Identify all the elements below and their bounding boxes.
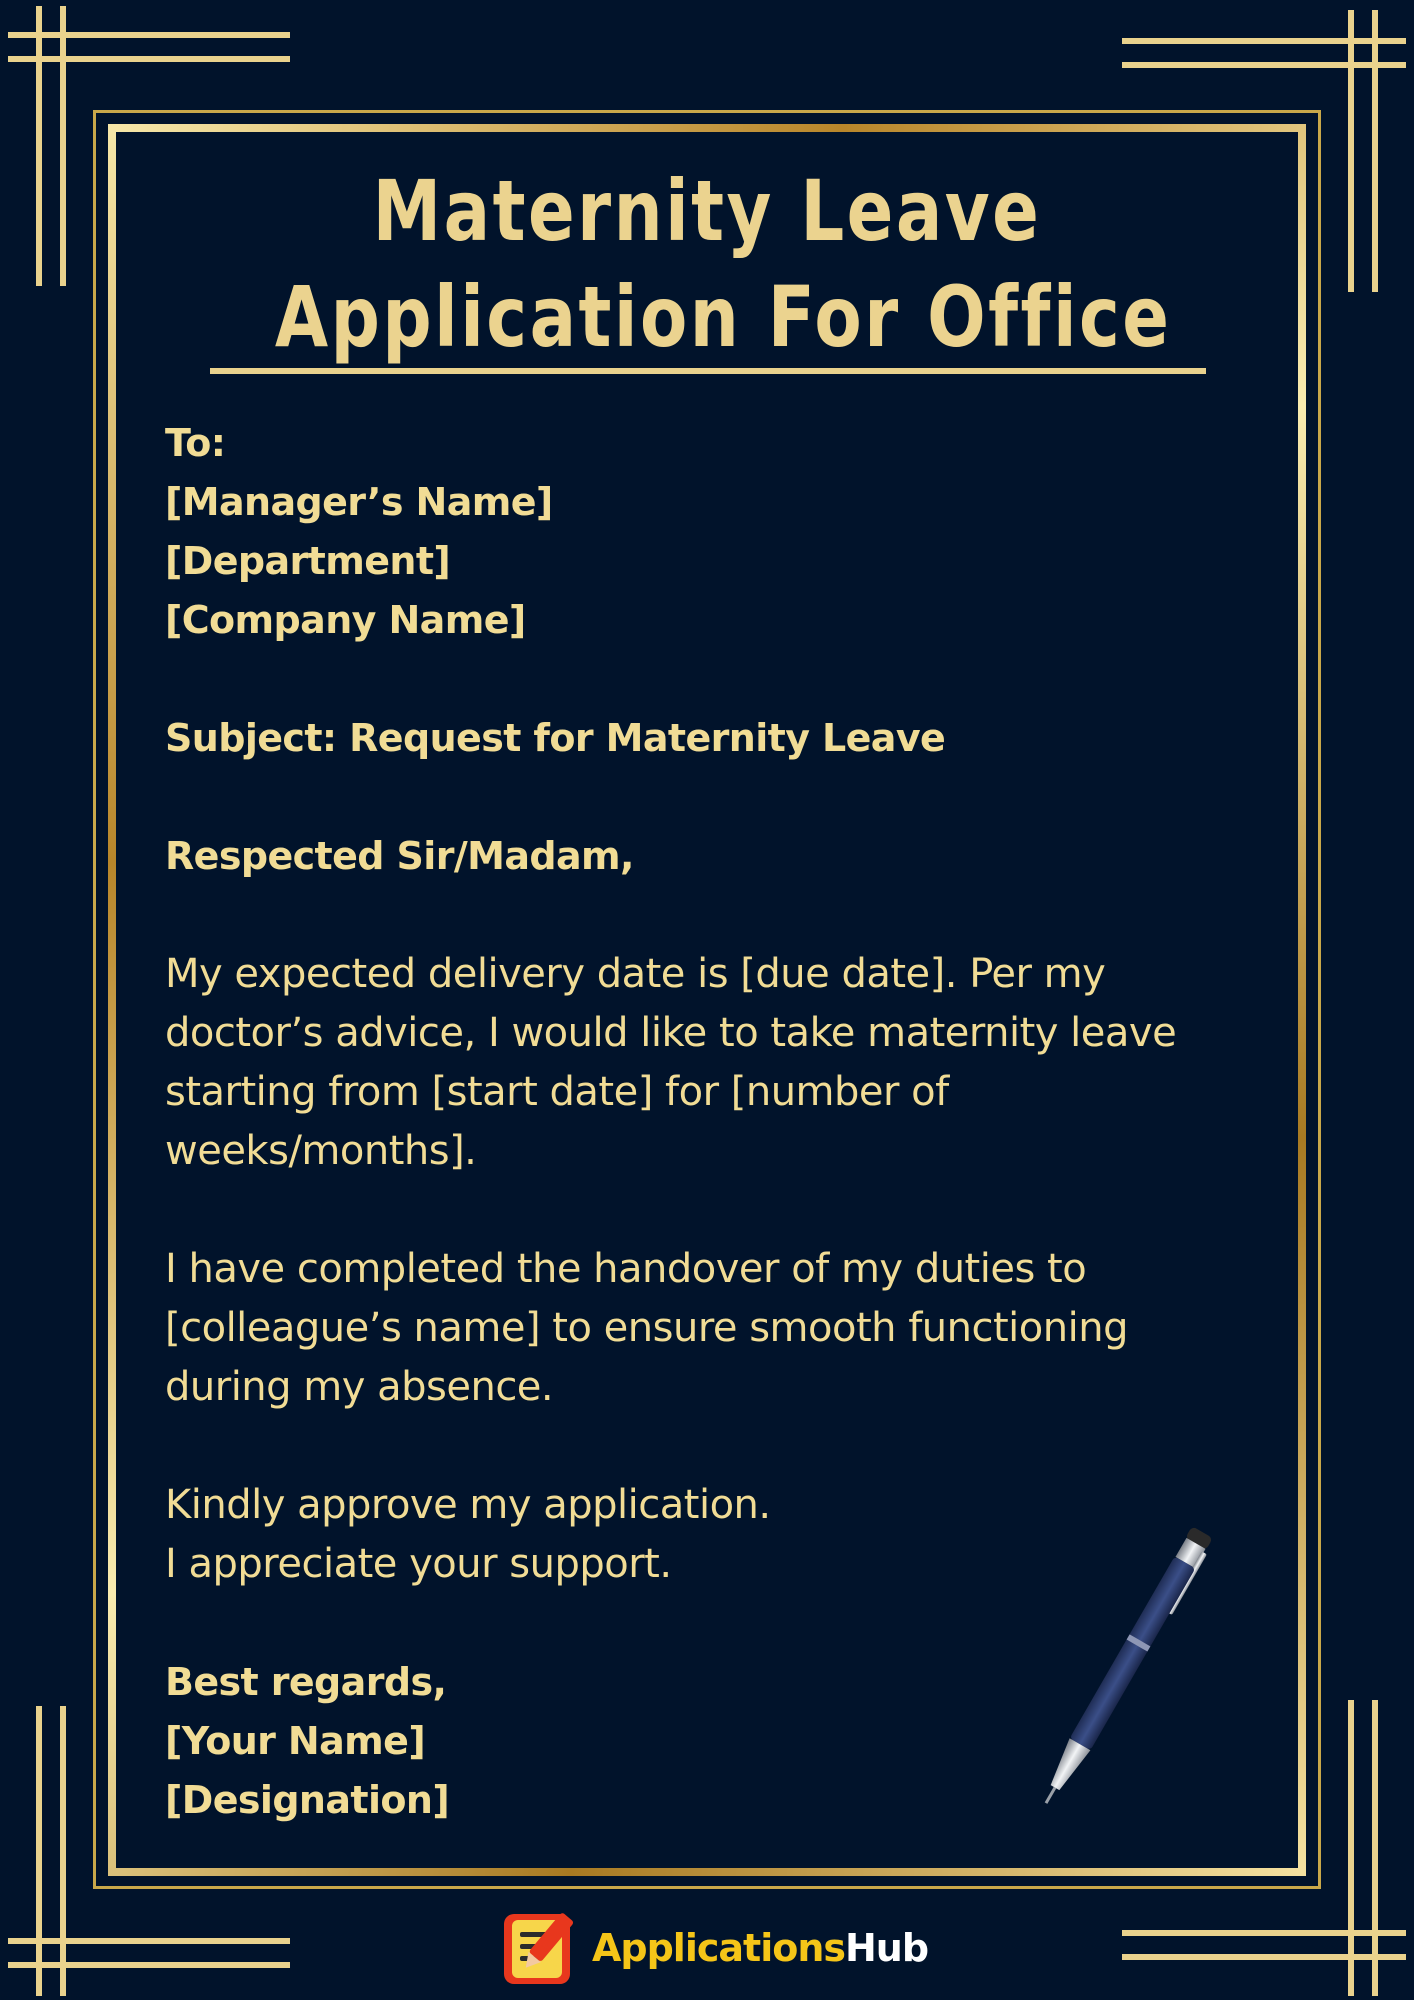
- document-pencil-icon: [502, 1904, 602, 1986]
- applicationshub-logo: [502, 1904, 929, 1986]
- paragraph-line: during my absence.: [165, 1364, 554, 1410]
- paragraph-line: doctor’s advice, I would like to take maternity leave: [165, 1010, 1177, 1056]
- paragraph-line: [colleague’s name] to ensure smooth functioning: [165, 1305, 1128, 1351]
- designation: [Designation]: [165, 1778, 450, 1822]
- logo-text-hub: Hub: [845, 1926, 929, 1970]
- paragraph-line: Kindly approve my application.: [165, 1482, 771, 1528]
- paragraph-line: I have completed the handover of my duties to: [165, 1246, 1087, 1292]
- pen-icon: [1010, 1505, 1230, 1845]
- page-title: [274, 158, 1172, 370]
- your-name: [Your Name]: [165, 1719, 426, 1763]
- title-line-2: Application For Office: [274, 268, 1172, 366]
- recipient-block: [165, 414, 1225, 650]
- company-name: [Company Name]: [165, 598, 526, 642]
- to-label: To:: [165, 421, 226, 465]
- title-line-1: Maternity Leave: [372, 162, 1042, 260]
- paragraph-line: weeks/months].: [165, 1128, 477, 1174]
- logo-text-applications: Applications: [592, 1926, 845, 1970]
- manager-name: [Manager’s Name]: [165, 480, 553, 524]
- department: [Department]: [165, 539, 451, 583]
- salutation: Respected Sir/Madam,: [165, 834, 634, 878]
- paragraph-line: My expected delivery date is [due date]. Per my: [165, 951, 1106, 997]
- signoff: Best regards,: [165, 1660, 447, 1704]
- paragraph-2: [165, 1240, 1225, 1417]
- subject-line: Subject: Request for Maternity Leave: [165, 716, 946, 760]
- title-underline: [210, 368, 1206, 374]
- paragraph-1: [165, 945, 1225, 1181]
- paragraph-line: starting from [start date] for [number of: [165, 1069, 949, 1115]
- paragraph-line: I appreciate your support.: [165, 1541, 672, 1587]
